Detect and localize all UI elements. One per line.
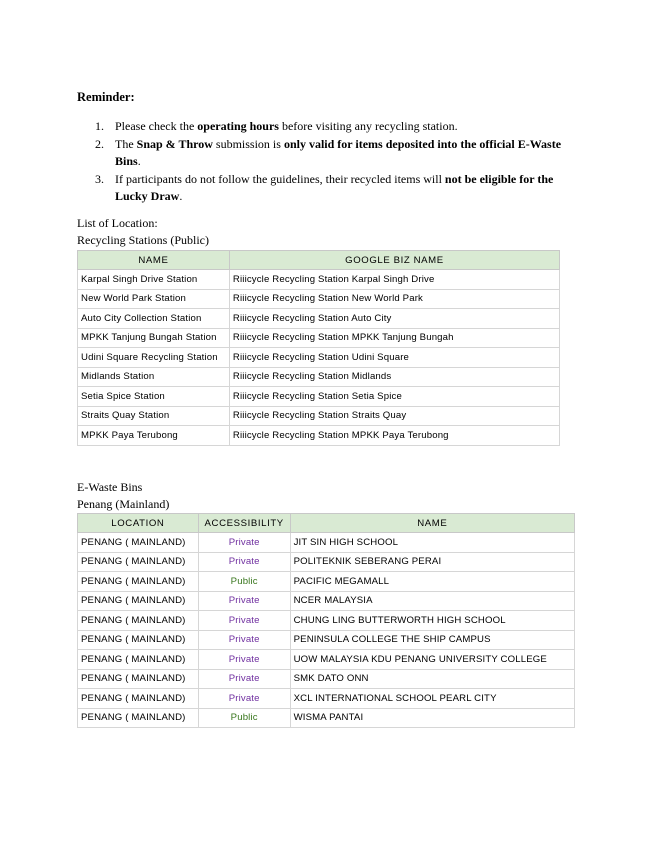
column-header: NAME [290,514,574,533]
table-cell: New World Park Station [78,289,230,309]
table-cell: PENANG ( MAINLAND) [78,533,199,553]
table-cell: Auto City Collection Station [78,309,230,329]
table-row [78,630,575,650]
reminder-text: . [179,189,183,203]
recycling-stations-table [77,250,560,446]
table-row [78,406,560,426]
table-cell: PENANG ( MAINLAND) [78,669,199,689]
reminder-item [95,136,575,171]
table-row [78,572,575,592]
accessibility-cell: Private [198,630,290,650]
table-cell: Riiicycle Recycling Station Midlands [229,367,559,387]
table-header-row [78,251,560,270]
column-header: ACCESSIBILITY [198,514,290,533]
reminder-text: . [137,154,141,168]
table-cell: Riiicycle Recycling Station Straits Quay [229,406,559,426]
accessibility-cell: Private [198,552,290,572]
ewaste-bins-table [77,513,575,728]
reminder-list [95,118,575,206]
table-row [78,708,575,728]
table-cell: Riiicycle Recycling Station Auto City [229,309,559,329]
table-row [78,309,560,329]
table-row [78,552,575,572]
table-cell: XCL INTERNATIONAL SCHOOL PEARL CITY [290,689,574,709]
table-cell: Karpal Singh Drive Station [78,270,230,290]
locations-subheading: Recycling Stations (Public) [77,233,209,247]
reminder-text: If participants do not follow the guidelines, their recycled items will [115,171,445,186]
table-cell: PACIFIC MEGAMALL [290,572,574,592]
table-header-row [78,514,575,533]
table-row [78,611,575,631]
reminder-title: Reminder: [77,90,135,104]
reminder-item-number: 1. [95,119,104,133]
accessibility-cell: Private [198,689,290,709]
table-cell: Midlands Station [78,367,230,387]
table-cell: Straits Quay Station [78,406,230,426]
reminder-text: before visiting any recycling station. [278,119,458,133]
accessibility-cell: Private [198,611,290,631]
accessibility-cell: Public [198,708,290,728]
column-header: GOOGLE BIZ NAME [229,251,559,270]
table-row [78,289,560,309]
table-cell: Riiicycle Recycling Station New World Park [229,289,559,309]
table-cell: JIT SIN HIGH SCHOOL [290,533,574,553]
reminder-item-number: 2. [95,136,104,151]
table-row [78,328,560,348]
column-header: LOCATION [78,514,199,533]
reminder-text: Please check the [115,119,198,133]
table-cell: Riiicycle Recycling Station MPKK Tanjung Bungah [229,328,559,348]
table-cell: MPKK Tanjung Bungah Station [78,328,230,348]
table-cell: SMK DATO ONN [290,669,574,689]
table-cell: PENANG ( MAINLAND) [78,611,199,631]
accessibility-cell: Private [198,591,290,611]
reminder-text: The [115,136,137,151]
table-row [78,387,560,407]
table-cell: PENANG ( MAINLAND) [78,630,199,650]
table-cell: PENINSULA COLLEGE THE SHIP CAMPUS [290,630,574,650]
table-row [78,669,575,689]
table-row [78,348,560,368]
table-cell: Riiicycle Recycling Station Karpal Singh Drive [229,270,559,290]
table-row [78,650,575,670]
table-cell: PENANG ( MAINLAND) [78,552,199,572]
table-cell: WISMA PANTAI [290,708,574,728]
table-cell: NCER MALAYSIA [290,591,574,611]
accessibility-cell: Private [198,650,290,670]
reminder-item [95,118,575,136]
locations-heading: List of Location: [77,216,158,230]
table-cell: PENANG ( MAINLAND) [78,591,199,611]
accessibility-cell: Private [198,669,290,689]
table-row [78,591,575,611]
emphasis-text: Snap & Throw [136,136,213,151]
table-cell: PENANG ( MAINLAND) [78,689,199,709]
table-cell: Riiicycle Recycling Station MPKK Paya Terubong [229,426,559,446]
emphasis-text: only valid for items deposited into the official E-Waste Bins [115,136,562,168]
table-row [78,426,560,446]
table-cell: PENANG ( MAINLAND) [78,572,199,592]
table-cell: POLITEKNIK SEBERANG PERAI [290,552,574,572]
table-cell: UOW MALAYSIA KDU PENANG UNIVERSITY COLLEGE [290,650,574,670]
table-cell: Riiicycle Recycling Station Setia Spice [229,387,559,407]
table-row [78,270,560,290]
table-cell: PENANG ( MAINLAND) [78,708,199,728]
table-cell: PENANG ( MAINLAND) [78,650,199,670]
reminder-text: submission is [212,136,284,151]
accessibility-cell: Private [198,533,290,553]
table-row [78,367,560,387]
reminder-item-number: 3. [95,171,104,186]
ewaste-heading: E-Waste Bins [77,480,143,494]
column-header: NAME [78,251,230,270]
table-cell: MPKK Paya Terubong [78,426,230,446]
emphasis-text: not be eligible for the Lucky Draw [115,171,554,203]
table-row [78,689,575,709]
reminder-item [95,171,575,206]
ewaste-subheading: Penang (Mainland) [77,497,170,511]
table-cell: Udini Square Recycling Station [78,348,230,368]
accessibility-cell: Public [198,572,290,592]
table-cell: CHUNG LING BUTTERWORTH HIGH SCHOOL [290,611,574,631]
emphasis-text: operating hours [197,119,279,133]
table-cell: Setia Spice Station [78,387,230,407]
table-cell: Riiicycle Recycling Station Udini Square [229,348,559,368]
table-row [78,533,575,553]
